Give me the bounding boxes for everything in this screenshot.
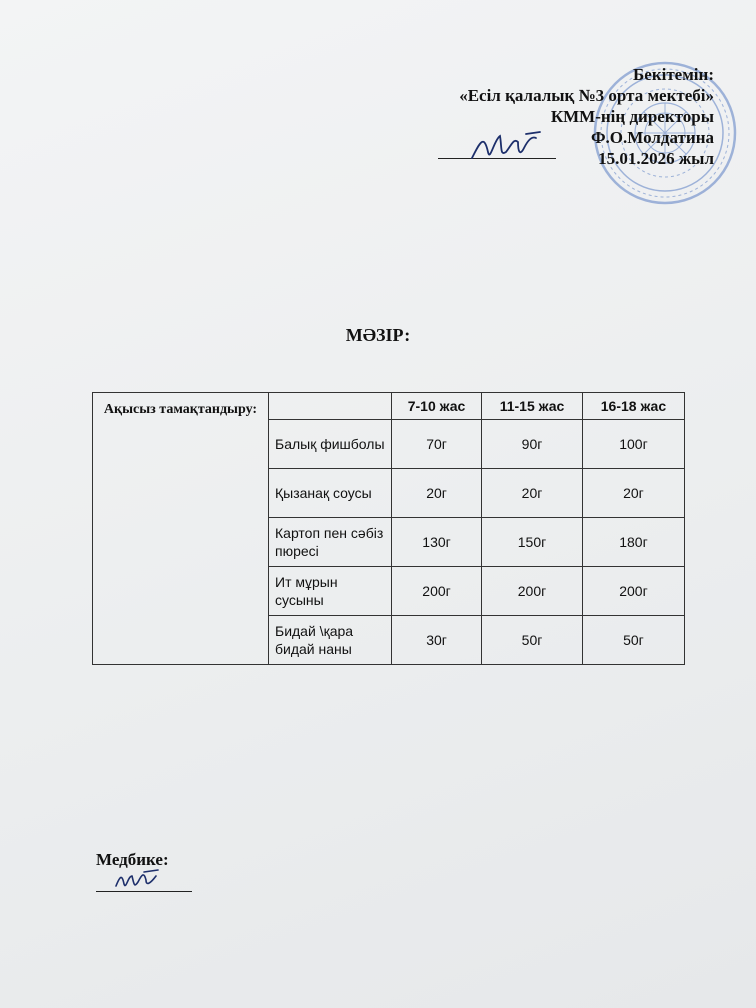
dish-name: Бидай \қара бидай наны <box>269 616 392 665</box>
category-cell: Ақысыз тамақтандыру: <box>93 393 269 665</box>
director-name: Ф.О.Молдатина <box>590 128 714 147</box>
header-age-3: 16-18 жас <box>582 393 684 420</box>
dish-name: Балық фишболы <box>269 420 392 469</box>
approval-date: 15.01.2026 жыл <box>598 149 714 168</box>
table-header-row <box>93 393 685 420</box>
portion-value: 50г <box>582 616 684 665</box>
header-empty-cell <box>269 393 392 420</box>
portion-value: 90г <box>482 420 583 469</box>
dish-name: Ит мұрын сусыны <box>269 567 392 616</box>
dish-name: Картоп пен сәбіз пюресі <box>269 518 392 567</box>
portion-value: 20г <box>482 469 583 518</box>
portion-value: 200г <box>482 567 583 616</box>
portion-value: 20г <box>582 469 684 518</box>
portion-value: 200г <box>582 567 684 616</box>
portion-value: 130г <box>392 518 482 567</box>
portion-value: 20г <box>392 469 482 518</box>
portion-value: 30г <box>392 616 482 665</box>
portion-value: 50г <box>482 616 583 665</box>
portion-value: 150г <box>482 518 583 567</box>
portion-value: 180г <box>582 518 684 567</box>
menu-table <box>92 392 685 665</box>
portion-value: 100г <box>582 420 684 469</box>
director-position: КММ-нің директоры <box>550 107 714 126</box>
header-age-1: 7-10 жас <box>392 393 482 420</box>
nurse-label: Медбике: <box>96 850 169 869</box>
dish-name: Қызанақ соусы <box>269 469 392 518</box>
approval-heading: Бекітемін: <box>633 65 714 84</box>
menu-title: МӘЗІР: <box>345 325 411 345</box>
header-age-2: 11-15 жас <box>482 393 583 420</box>
director-signature <box>466 122 556 170</box>
portion-value: 200г <box>392 567 482 616</box>
nurse-signature <box>112 866 162 894</box>
school-name: «Есіл қалалық №3 орта мектебі» <box>459 86 714 105</box>
portion-value: 70г <box>392 420 482 469</box>
